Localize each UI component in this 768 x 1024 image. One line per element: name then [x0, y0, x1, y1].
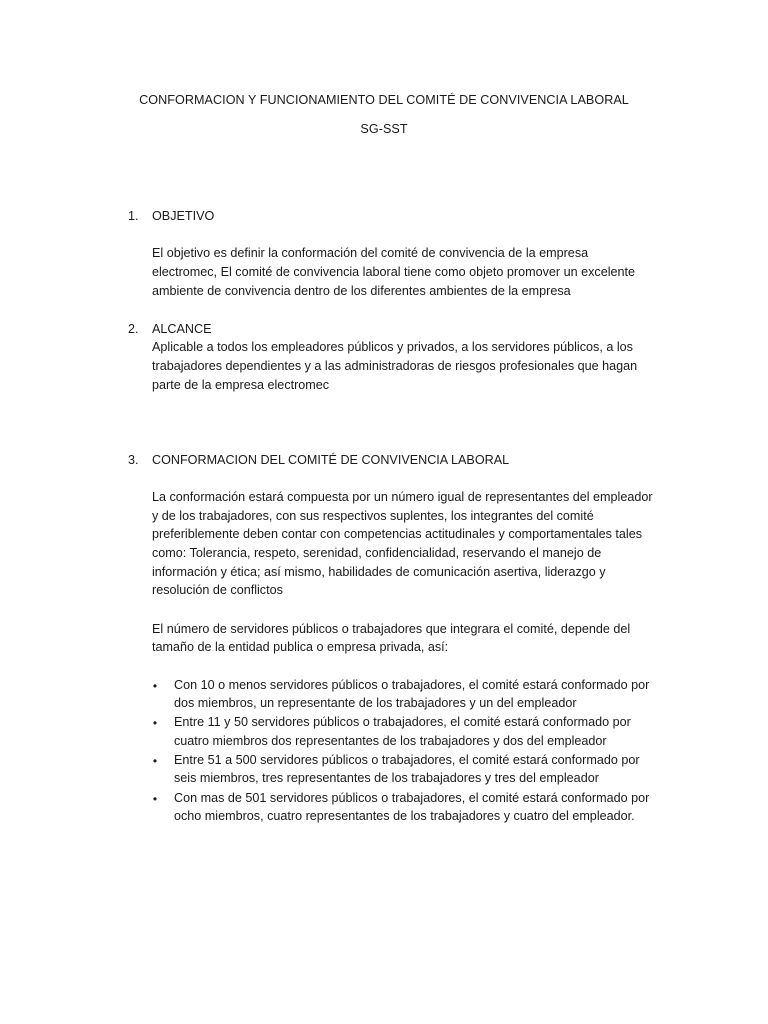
paragraph-line: La conformación estará compuesta por un número igual de representantes del empleador	[152, 490, 653, 504]
bullet-symbol: •	[152, 754, 158, 768]
bullet-line: Entre 11 y 50 servidores públicos o trabajadores, el comité estará conformado por	[174, 715, 631, 729]
paragraph-line: ambiente de convivencia dentro de los diferentes ambientes de la empresa	[152, 284, 571, 298]
section-number: 3.	[128, 453, 139, 467]
bullet-line: ocho miembros, cuatro representantes de los trabajadores y cuatro del empleador.	[174, 809, 635, 823]
paragraph-line: resolución de conflictos	[152, 583, 283, 597]
paragraph-line: y de los trabajadores, con sus respectivos suplentes, los integrantes del comité	[152, 509, 594, 523]
paragraph-line: parte de la empresa electromec	[152, 378, 330, 392]
paragraph-line: trabajadores dependientes y a las administradoras de riesgos profesionales que hagan	[152, 359, 638, 373]
section-heading: CONFORMACION DEL COMITÉ DE CONVIVENCIA LABORAL	[152, 453, 510, 467]
section-number: 2.	[128, 322, 139, 336]
bullet-line: dos miembros, un representante de los trabajadores y un del empleador	[174, 696, 577, 710]
bullet-line: Entre 51 a 500 servidores públicos o trabajadores, el comité estará conformado por	[174, 753, 640, 767]
paragraph-line: información y ética; así mismo, habilidades de comunicación asertiva, liderazgo y	[152, 565, 606, 579]
paragraph-line: Aplicable a todos los empleadores públicos y privados, a los servidores públicos, a los	[152, 340, 633, 354]
bullet-line: Con mas de 501 servidores públicos o trabajadores, el comité estará conformado por	[174, 791, 650, 805]
paragraph-line: electromec, El comité de convivencia laboral tiene como objeto promover un excelente	[152, 265, 636, 279]
paragraph-line: preferiblemente deben contar con competencias actitudinales y comportamentales tales	[152, 527, 643, 541]
bullet-line: cuatro miembros dos representantes de los trabajadores y dos del empleador	[174, 734, 607, 748]
document-subtitle: SG-SST	[360, 122, 408, 136]
paragraph-line: tamaño de la entidad publica o empresa privada, así:	[152, 640, 449, 654]
paragraph-line: El número de servidores públicos o trabajadores que integrara el comité, depende del	[152, 622, 631, 636]
section-heading: ALCANCE	[152, 322, 212, 336]
bullet-line: seis miembros, tres representantes de los trabajadores y tres del empleador	[174, 771, 599, 785]
section-number: 1.	[128, 209, 139, 223]
bullet-symbol: •	[152, 716, 158, 730]
section-heading: OBJETIVO	[152, 209, 215, 223]
document-title: CONFORMACION Y FUNCIONAMIENTO DEL COMITÉ DE CONVIVENCIA LABORAL	[139, 93, 629, 107]
bullet-symbol: •	[152, 679, 158, 693]
paragraph-line: como: Tolerancia, respeto, serenidad, confidencialidad, reservando el manejo de	[152, 546, 602, 560]
paragraph-line: El objetivo es definir la conformación del comité de convivencia de la empresa	[152, 246, 589, 260]
bullet-symbol: •	[152, 792, 158, 806]
bullet-line: Con 10 o menos servidores públicos o trabajadores, el comité estará conformado por	[174, 678, 650, 692]
